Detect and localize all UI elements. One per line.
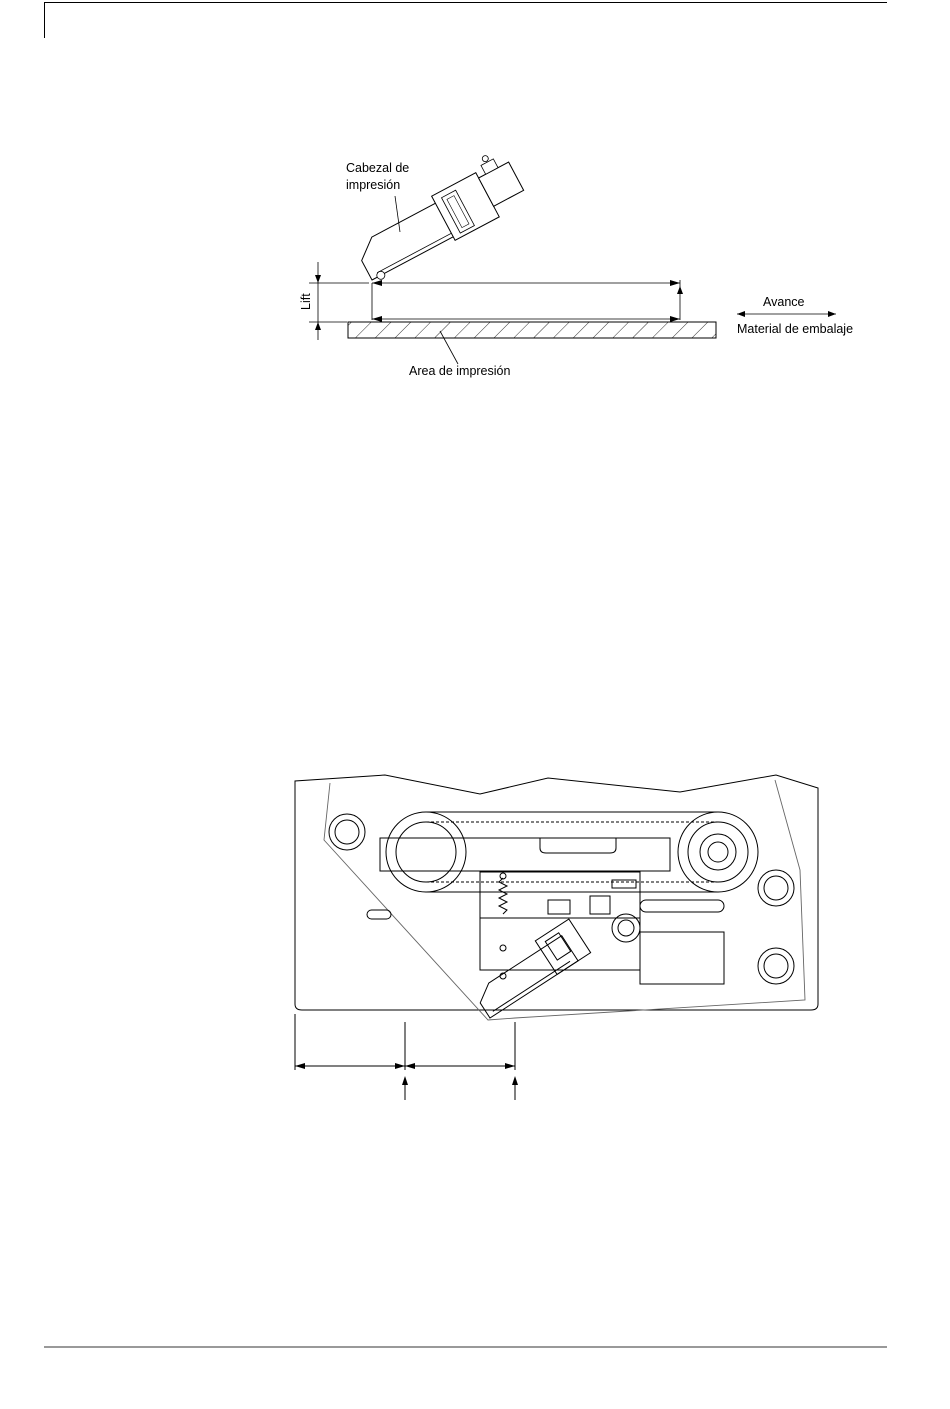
packaging-material-bar xyxy=(348,322,716,338)
carriage-plate xyxy=(480,872,640,970)
mount-screw-left xyxy=(329,814,365,850)
printer-mechanism-diagram xyxy=(0,750,950,1110)
printhead-label-line1: Cabezal de xyxy=(346,161,410,175)
printhead-side-diagram xyxy=(0,0,950,420)
roller-right xyxy=(678,812,758,892)
adjustment-slot xyxy=(367,910,391,919)
footer-rule xyxy=(44,1346,887,1348)
tension-spring xyxy=(499,878,507,914)
print-area-label: Area de impresión xyxy=(409,364,511,378)
mount-screw-right-top xyxy=(758,870,794,906)
mount-screw-right-bottom xyxy=(758,948,794,984)
lift-label: Lift xyxy=(299,293,313,310)
packaging-material-label: Material de embalaje xyxy=(737,322,854,336)
roller-left xyxy=(386,812,466,892)
advance-label: Avance xyxy=(763,295,805,309)
print-head-assembly xyxy=(468,919,590,1018)
ribbon-cassette-bar xyxy=(380,838,670,871)
printhead-label-line2: impresión xyxy=(346,178,401,192)
